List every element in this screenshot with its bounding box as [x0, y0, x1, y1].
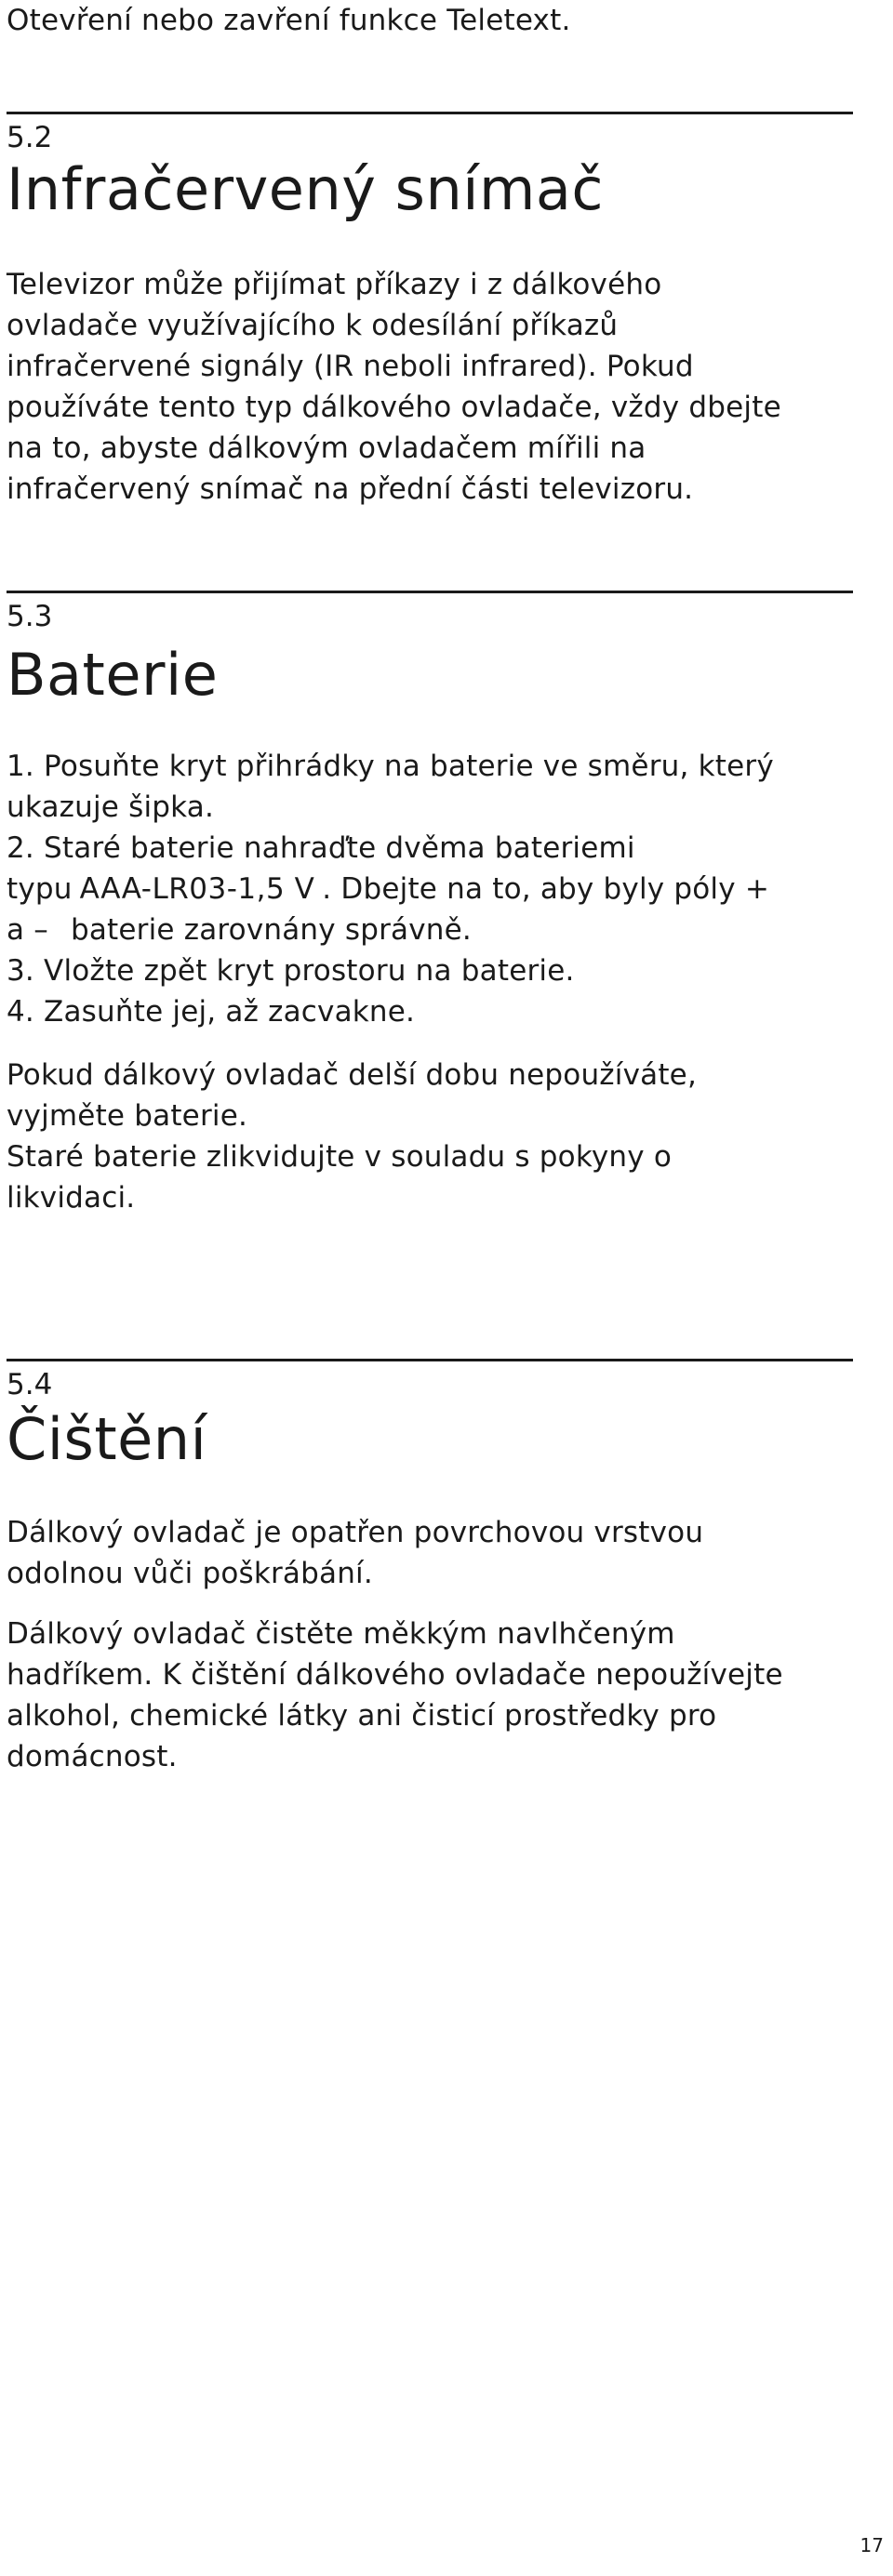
- paragraph-line: používáte tento typ dálkového ovladače, vždy dbejte: [7, 391, 781, 424]
- paragraph-line: hadříkem. K čištění dálkového ovladače nepoužívejte: [7, 1658, 783, 1692]
- section-divider: [7, 112, 853, 114]
- note-line: Pokud dálkový ovladač delší dobu nepoužíváte,: [7, 1058, 697, 1092]
- note-line: likvidaci.: [7, 1181, 136, 1215]
- paragraph-line: Dálkový ovladač je opatřen povrchovou vrstvou: [7, 1516, 704, 1549]
- battery-notes: [7, 1055, 853, 1218]
- note-line: vyjměte baterie.: [7, 1099, 248, 1133]
- step-2-rest: . Dbejte na to, aby byly póly +: [322, 872, 769, 906]
- cleaning-paragraph-2: [7, 1613, 853, 1777]
- step-4-line: 4. Zasuňte jej, až zacvakne.: [7, 995, 416, 1029]
- step-2-line: [7, 910, 853, 950]
- paragraph-line: infračervený snímač na přední části televizoru.: [7, 472, 694, 506]
- paragraph-line: odolnou vůči poškrábání.: [7, 1557, 373, 1590]
- section-number: 5.4: [7, 1368, 53, 1401]
- infrared-paragraph: [7, 264, 853, 510]
- step-2-line: [7, 869, 853, 910]
- paragraph-line: infračervené signály (IR neboli infrared). Pokud: [7, 350, 694, 383]
- step-2-polarity: a –: [7, 913, 48, 947]
- section-number: 5.3: [7, 600, 53, 633]
- paragraph-line: domácnost.: [7, 1740, 178, 1773]
- step-1-line: 1. Posuňte kryt přihrádky na baterie ve směru, který: [7, 750, 774, 783]
- section-title: Čištění: [7, 1405, 207, 1473]
- paragraph-line: alkohol, chemické látky ani čisticí prostředky pro: [7, 1699, 717, 1733]
- paragraph-line: ovladače využívajícího k odesílání příkazů: [7, 309, 619, 342]
- step-2-typu: typu: [7, 872, 73, 906]
- section-divider: [7, 1359, 853, 1361]
- section-number: 5.2: [7, 121, 53, 154]
- note-line: Staré baterie zlikvidujte v souladu s pokyny o: [7, 1140, 673, 1174]
- page-number: 17: [860, 2534, 884, 2556]
- section-divider: [7, 591, 853, 593]
- paragraph-line: na to, abyste dálkovým ovladačem mířili na: [7, 432, 646, 465]
- cleaning-paragraph-1: [7, 1512, 853, 1594]
- section-title: Baterie: [7, 641, 219, 709]
- paragraph-line: Dálkový ovladač čistěte měkkým navlhčeným: [7, 1617, 675, 1651]
- teletext-intro-text: Otevření nebo zavření funkce Teletext.: [7, 4, 571, 37]
- battery-steps: [7, 746, 853, 1032]
- step-2-alignment: baterie zarovnány správně.: [70, 913, 472, 947]
- paragraph-line: Televizor může přijímat příkazy i z dálkového: [7, 268, 662, 301]
- step-2-line: 2. Staré baterie nahraďte dvěma bateriemi: [7, 831, 635, 865]
- step-3-line: 3. Vložte zpět kryt prostoru na baterie.: [7, 954, 575, 988]
- step-1-line: ukazuje šipka.: [7, 790, 215, 824]
- battery-type-code: AAA-LR03-1,5 V: [79, 872, 315, 906]
- section-title: Infračervený snímač: [7, 155, 604, 223]
